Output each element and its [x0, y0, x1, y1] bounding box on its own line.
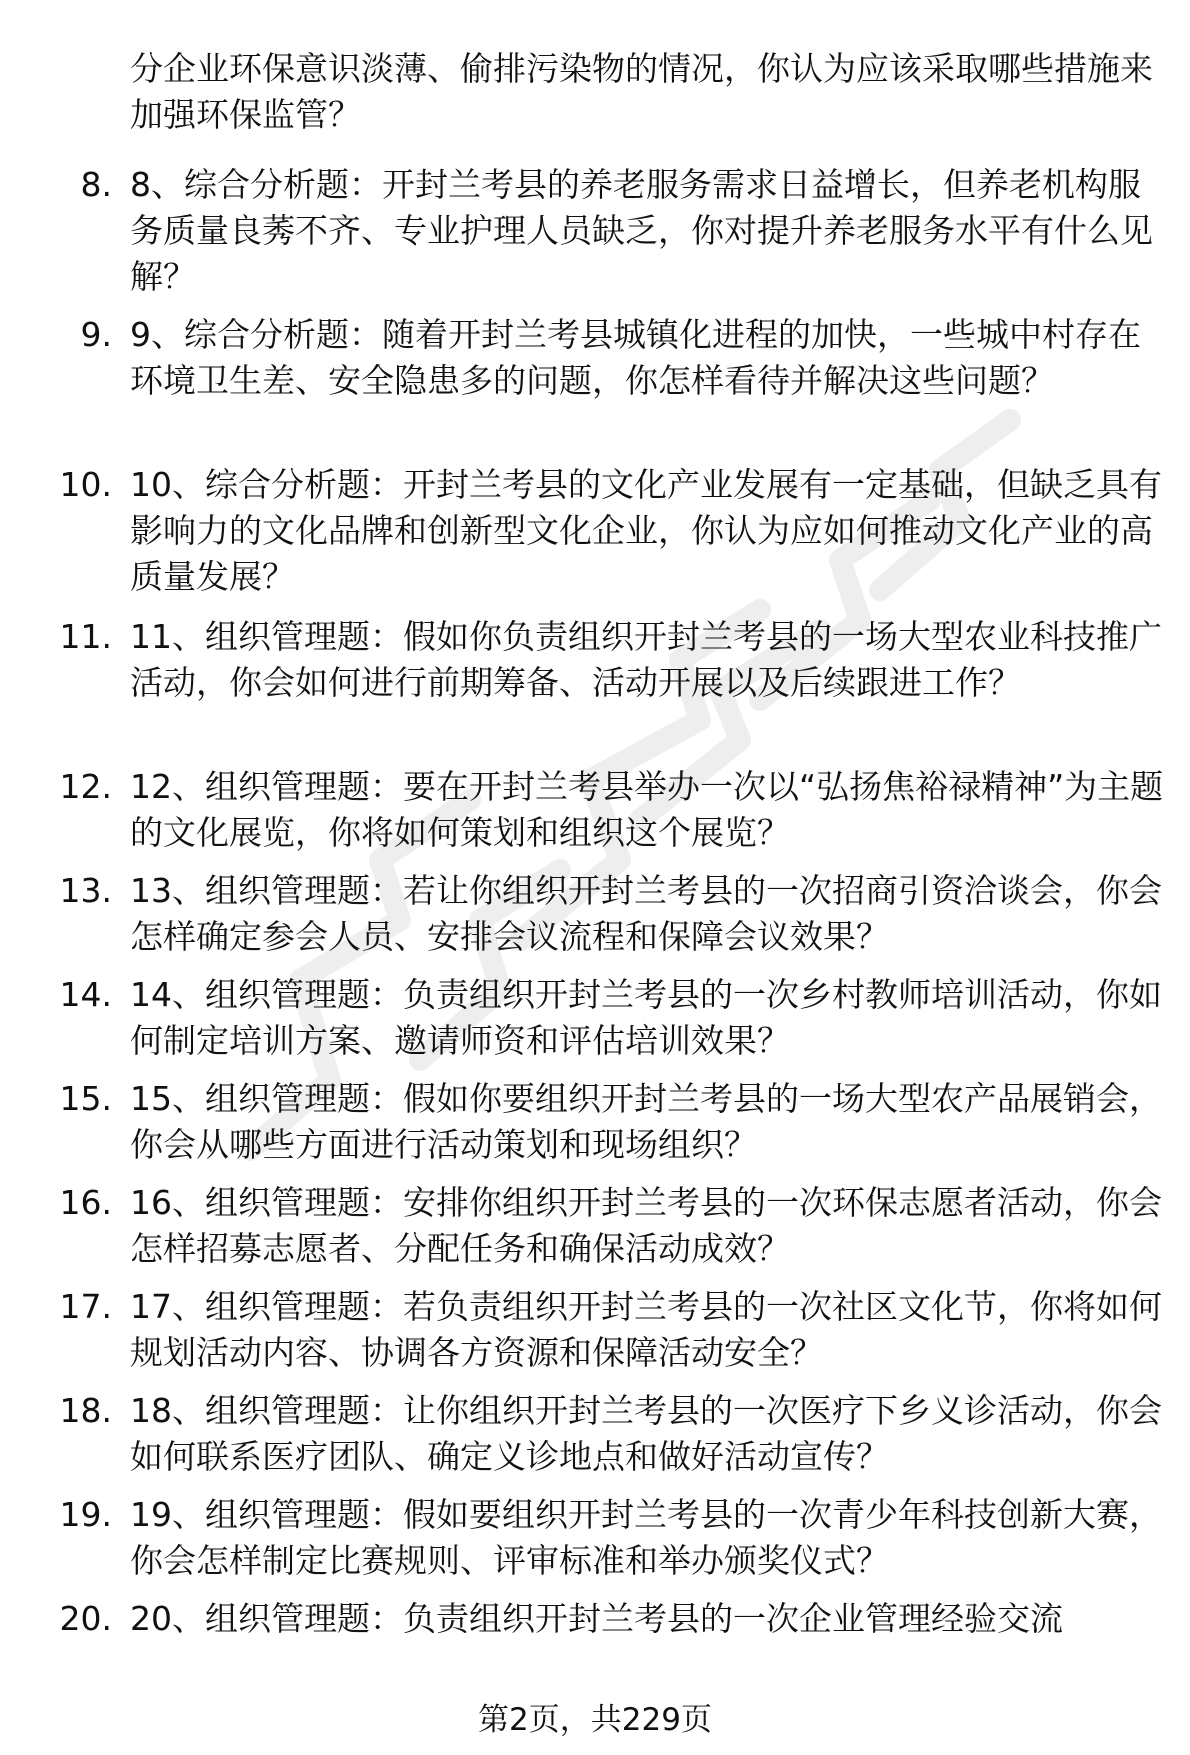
page-number: 第2页，共229页 — [478, 1702, 712, 1738]
item-text: 10、综合分析题：开封兰考县的文化产业发展有一定基础，但缺乏具有影响力的文化品牌和创新型文化企业，你认为应如何推动文化产业的高质量发展？ — [130, 465, 1162, 596]
item-number: 11. — [59, 617, 112, 656]
item-text: 14、组织管理题：负责组织开封兰考县的一次乡村教师培训活动，你如何制定培训方案、邀请师资和评估培训效果？ — [130, 975, 1162, 1060]
item-text: 13、组织管理题：若让你组织开封兰考县的一次招商引资洽谈会，你会怎样确定参会人员、安排会议流程和保障会议效果？ — [130, 871, 1162, 956]
item-number: 14. — [59, 975, 112, 1014]
item-text: 19、组织管理题：假如要组织开封兰考县的一次青少年科技创新大赛，你会怎样制定比赛规则、评审标准和举办颁奖仪式？ — [130, 1495, 1162, 1580]
item-text: 11、组织管理题：假如你负责组织开封兰考县的一场大型农业科技推广活动，你会如何进行前期筹备、活动开展以及后续跟进工作？ — [130, 617, 1162, 702]
item-number: 12. — [59, 767, 112, 806]
item-number: 10. — [59, 465, 112, 504]
item-text: 8、综合分析题：开封兰考县的养老服务需求日益增长，但养老机构服务质量良莠不齐、专业护理人员缺乏，你对提升养老服务水平有什么见解？ — [130, 165, 1153, 296]
item-number: 13. — [59, 871, 112, 910]
item-text: 20、组织管理题：负责组织开封兰考县的一次企业管理经验交流 — [130, 1599, 1063, 1638]
item-text: 9、综合分析题：随着开封兰考县城镇化进程的加快，一些城中村存在环境卫生差、安全隐患多的问题，你怎样看待并解决这些问题？ — [130, 315, 1141, 400]
item-text: 17、组织管理题：若负责组织开封兰考县的一次社区文化节，你将如何规划活动内容、协调各方资源和保障活动安全？ — [130, 1287, 1162, 1372]
item-number: 18. — [59, 1391, 112, 1430]
item-number: 16. — [59, 1183, 112, 1222]
item-text: 18、组织管理题：让你组织开封兰考县的一次医疗下乡义诊活动，你会如何联系医疗团队、确定义诊地点和做好活动宣传？ — [130, 1391, 1162, 1476]
continued-paragraph: 分企业环保意识淡薄、偷排污染物的情况，你认为应该采取哪些措施来加强环保监管？ — [130, 49, 1153, 134]
item-text: 12、组织管理题：要在开封兰考县举办一次以“弘扬焦裕禄精神”为主题的文化展览，你将如何策划和组织这个展览？ — [130, 767, 1164, 852]
item-number: 15. — [59, 1079, 112, 1118]
item-number: 20. — [59, 1599, 112, 1638]
item-number: 8. — [80, 165, 112, 204]
item-number: 19. — [59, 1495, 112, 1534]
item-number: 9. — [80, 315, 112, 354]
item-text: 16、组织管理题：安排你组织开封兰考县的一次环保志愿者活动，你会怎样招募志愿者、分配任务和确保活动成效？ — [130, 1183, 1162, 1268]
item-number: 17. — [59, 1287, 112, 1326]
item-text: 15、组织管理题：假如你要组织开封兰考县的一场大型农产品展销会，你会从哪些方面进行活动策划和现场组织？ — [130, 1079, 1162, 1164]
